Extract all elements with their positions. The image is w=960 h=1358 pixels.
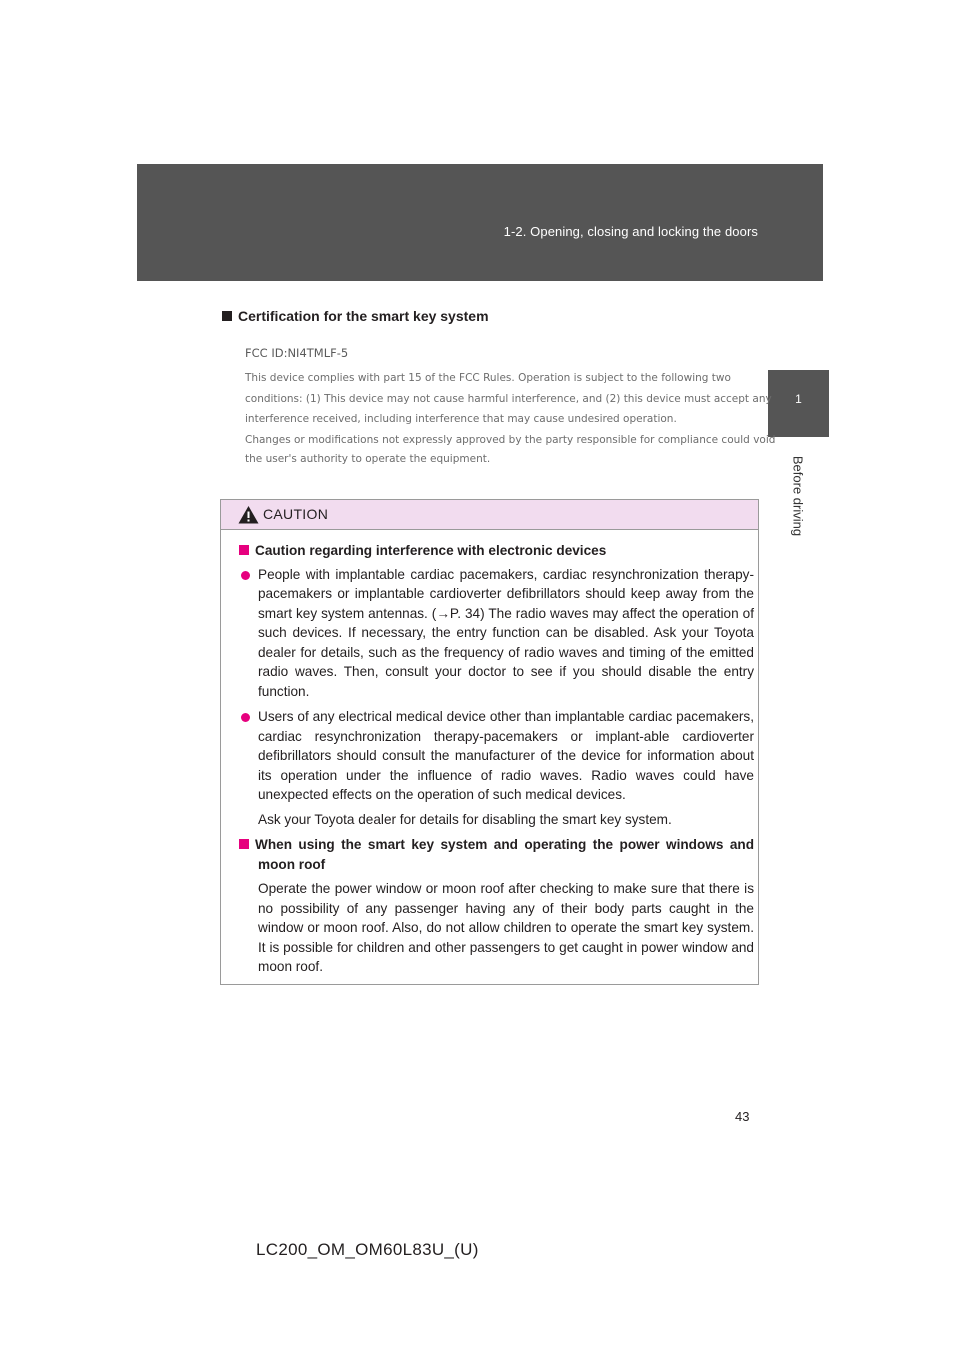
square-bullet-icon [239, 545, 249, 555]
fcc-id: FCC ID:NI4TMLF-5 [245, 346, 349, 360]
square-bullet-icon [222, 311, 232, 321]
certification-label-image [240, 340, 776, 470]
bullet-dot-icon [241, 571, 250, 580]
caution-title: CAUTION [263, 506, 329, 522]
caution-body [239, 541, 754, 977]
cert-line: conditions: (1) This device may not cause harmful interference, and (2) this device must accept any [245, 393, 772, 405]
square-bullet-icon [239, 839, 249, 849]
caution-paragraph: Ask your Toyota dealer for details for disabling the smart key system. [258, 811, 672, 827]
chapter-label [766, 446, 830, 546]
section-title: 1-2. Opening, closing and locking the doors [503, 224, 758, 239]
cert-line: the user's authority to operate the equipment. [245, 453, 491, 465]
caution-box [220, 499, 759, 985]
caution-bullet [239, 565, 754, 702]
caution-paragraph: Operate the power window or moon roof after checking to make sure that there is no possibility of any passenger having any of their body parts caught in the window or moon roof. Also, do not allow children to operate the smart key system. It is possible for children and other passengers to get caught in power window and moon roof. [258, 881, 754, 974]
caution-header [221, 500, 758, 530]
chapter-label-text: Before driving [790, 455, 806, 537]
page-number: 43 [735, 1109, 750, 1124]
cert-line: Changes or modifications not expressly approved by the party responsible for compliance could void [245, 434, 776, 446]
document-code: LC200_OM_OM60L83U_(U) [256, 1240, 479, 1259]
header-band [137, 164, 823, 281]
chapter-number: 1 [795, 392, 802, 406]
caution-bullet-text: Users of any electrical medical device other than implantable cardiac pacemakers, cardiac resynchronization therapy-pacemakers or implant-able cardioverter defibrillators should consult the manufacturer of the device for information about its operation under the influence of radio waves. Radio waves could have unexpected effects on the operation of such medical devices. [258, 709, 754, 802]
warning-triangle-icon [238, 505, 259, 524]
caution-heading [239, 541, 754, 561]
caution-heading [239, 835, 754, 874]
caution-heading-text: Caution regarding interference with electronic devices [255, 543, 607, 558]
cert-line: interference received, including interference that may cause undesired operation. [245, 413, 677, 425]
caution-bullet-text: People with implantable cardiac pacemakers, cardiac resynchronization therapy-pacemakers or implantable cardioverter defibrillators should keep away from the smart key system antennas. (→P. 34) The radio waves may affect the operation of such devices. If necessary, the entry function can be disabled. Ask your Toyota dealer for details, such as the frequency of radio waves and timing of the emitted radio waves. Then, consult your doctor to see if you should disable the entry function. [258, 566, 754, 699]
chapter-tab [768, 370, 829, 437]
caution-heading-text: When using the smart key system and operating the power windows and moon roof [255, 837, 754, 872]
caution-bullet [239, 707, 754, 805]
section-heading-text: Certification for the smart key system [238, 308, 489, 324]
bullet-dot-icon [241, 713, 250, 722]
cert-line: This device complies with part 15 of the FCC Rules. Operation is subject to the following two [245, 372, 731, 384]
section-heading [222, 308, 489, 324]
